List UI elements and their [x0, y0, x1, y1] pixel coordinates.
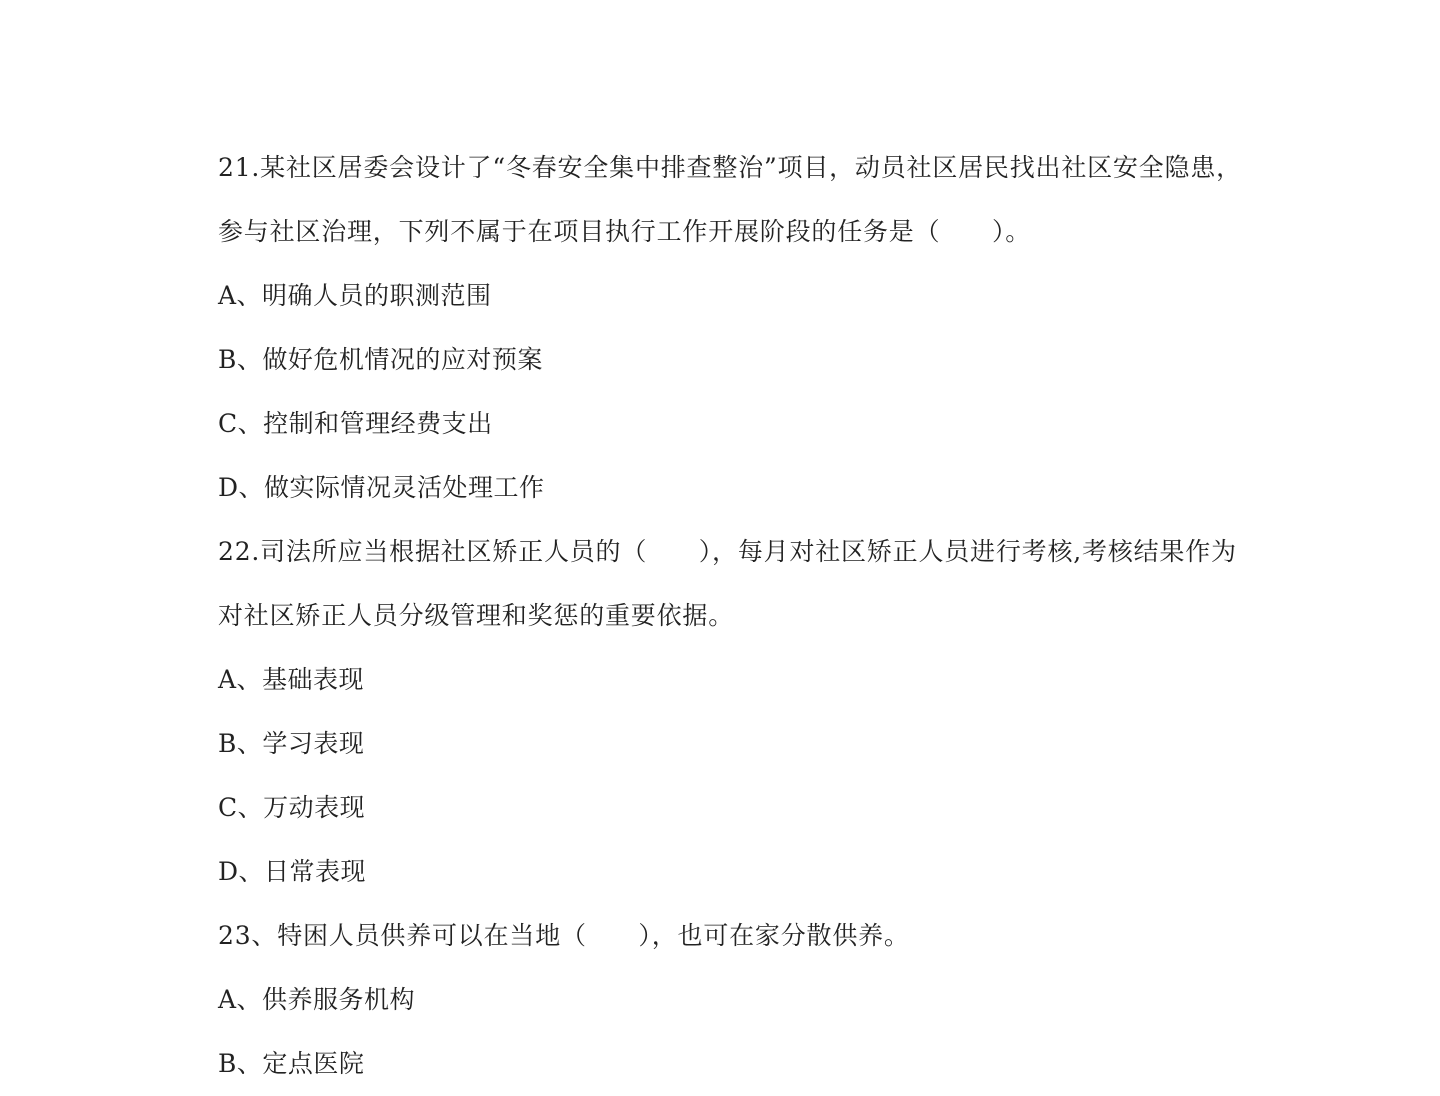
- question-list: [218, 136, 1242, 1096]
- question-text-line: 参与社区治理，下列不属于在项目执行工作开展阶段的任务是（ ）。: [218, 217, 1032, 246]
- question-text-line: 22.司法所应当根据社区矫正人员的（ ），每月对社区矫正人员进行考核,考核结果作为: [218, 537, 1237, 566]
- option-a: A、供养服务机构: [218, 985, 416, 1014]
- question-text-line: 23、特困人员供养可以在当地（ ），也可在家分散供养。: [218, 921, 910, 950]
- option-b: B、做好危机情况的应对预案: [218, 345, 543, 374]
- option-c: C、控制和管理经费支出: [218, 409, 493, 438]
- question-21: [218, 136, 1242, 520]
- option-b: B、学习表现: [218, 729, 365, 758]
- option-a: A、基础表现: [218, 665, 365, 694]
- option-a: A、明确人员的职测范围: [218, 281, 492, 310]
- question-text-line: 21.某社区居委会设计了“冬春安全集中排查整治”项目，动员社区居民找出社区安全隐患，: [218, 153, 1242, 182]
- option-d: D、做实际情况灵活处理工作: [218, 473, 545, 502]
- option-c: C、万动表现: [218, 793, 366, 822]
- question-22: [218, 520, 1237, 904]
- question-text-line: 对社区矫正人员分级管理和奖惩的重要依据。: [218, 601, 735, 630]
- question-23: [218, 904, 1228, 1096]
- option-d: D、日常表现: [218, 857, 367, 886]
- option-b: B、定点医院: [218, 1049, 365, 1078]
